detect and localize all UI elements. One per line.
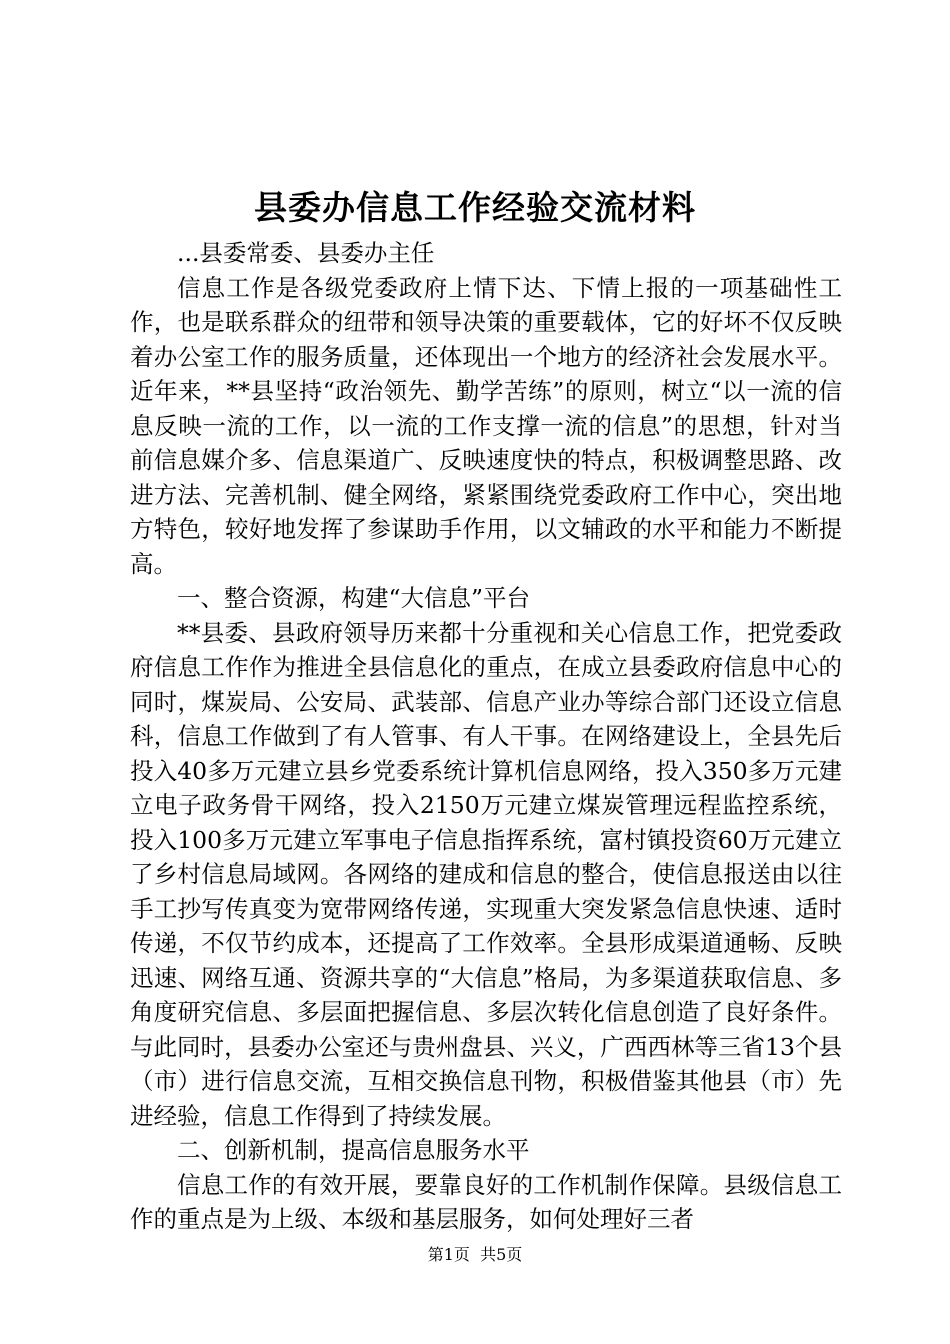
- intro-paragraph: 信息工作是各级党委政府上情下达、下情上报的一项基础性工作，也是联系群众的纽带和领导决策的重要载体，它的好坏不仅反映着办公室工作的服务质量，还体现出一个地方的经济社会发展水平。近年来，**县坚持“政治领先、勤学苦练”的原则，树立“以一流的信息反映一流的工作，以一流的工作支撑一流的信息”的思想，针对当前信息媒介多、信息渠道广、反映速度快的特点，积极调整思路、改进方法、完善机制、健全网络，紧紧围绕党委政府工作中心，突出地方特色，较好地发挥了参谋助手作用，以文辅政的水平和能力不断提高。: [130, 273, 842, 578]
- document-title: 县委办信息工作经验交流材料: [254, 188, 696, 227]
- section-2-paragraph: 信息工作的有效开展，要靠良好的工作机制作保障。县级信息工作的重点是为上级、本级和基层服务，如何处理好三者: [130, 1170, 842, 1233]
- author-line: ...县委常委、县委办主任: [177, 239, 435, 267]
- page-footer: [0, 1245, 950, 1265]
- document-body: [130, 236, 842, 1237]
- section-heading-1: 一、整合资源，构建“大信息”平台: [177, 584, 531, 612]
- page-total: 共5页: [480, 1245, 523, 1264]
- page-number: 第1页: [427, 1245, 470, 1264]
- section-1-paragraph: **县委、县政府领导历来都十分重视和关心信息工作，把党委政府信息工作作为推进全县信息化的重点，在成立县委政府信息中心的同时，煤炭局、公安局、武装部、信息产业办等综合部门还设立信息科，信息工作做到了有人管事、有人干事。在网络建设上，全县先后投入40多万元建立县乡党委系统计算机信息网络，投入350多万元建立电子政务骨干网络，投入2150万元建立煤炭管理远程监控系统，投入100多万元建立军事电子信息指挥系统，富村镇投资60万元建立了乡村信息局域网。各网络的建成和信息的整合，使信息报送由以往手工抄写传真变为宽带网络传递，实现重大突发紧急信息快速、适时传递，不仅节约成本，还提高了工作效率。全县形成渠道通畅、反映迅速、网络互通、资源共享的“大信息”格局，为多渠道获取信息、多角度研究信息、多层面把握信息、多层次转化信息创造了良好条件。与此同时，县委办公室还与贵州盘县、兴义，广西西林等三省13个县（市）进行信息交流，互相交换信息刊物，积极借鉴其他县（市）先进经验，信息工作得到了持续发展。: [130, 618, 842, 1130]
- section-heading-2: 二、创新机制，提高信息服务水平: [177, 1136, 530, 1164]
